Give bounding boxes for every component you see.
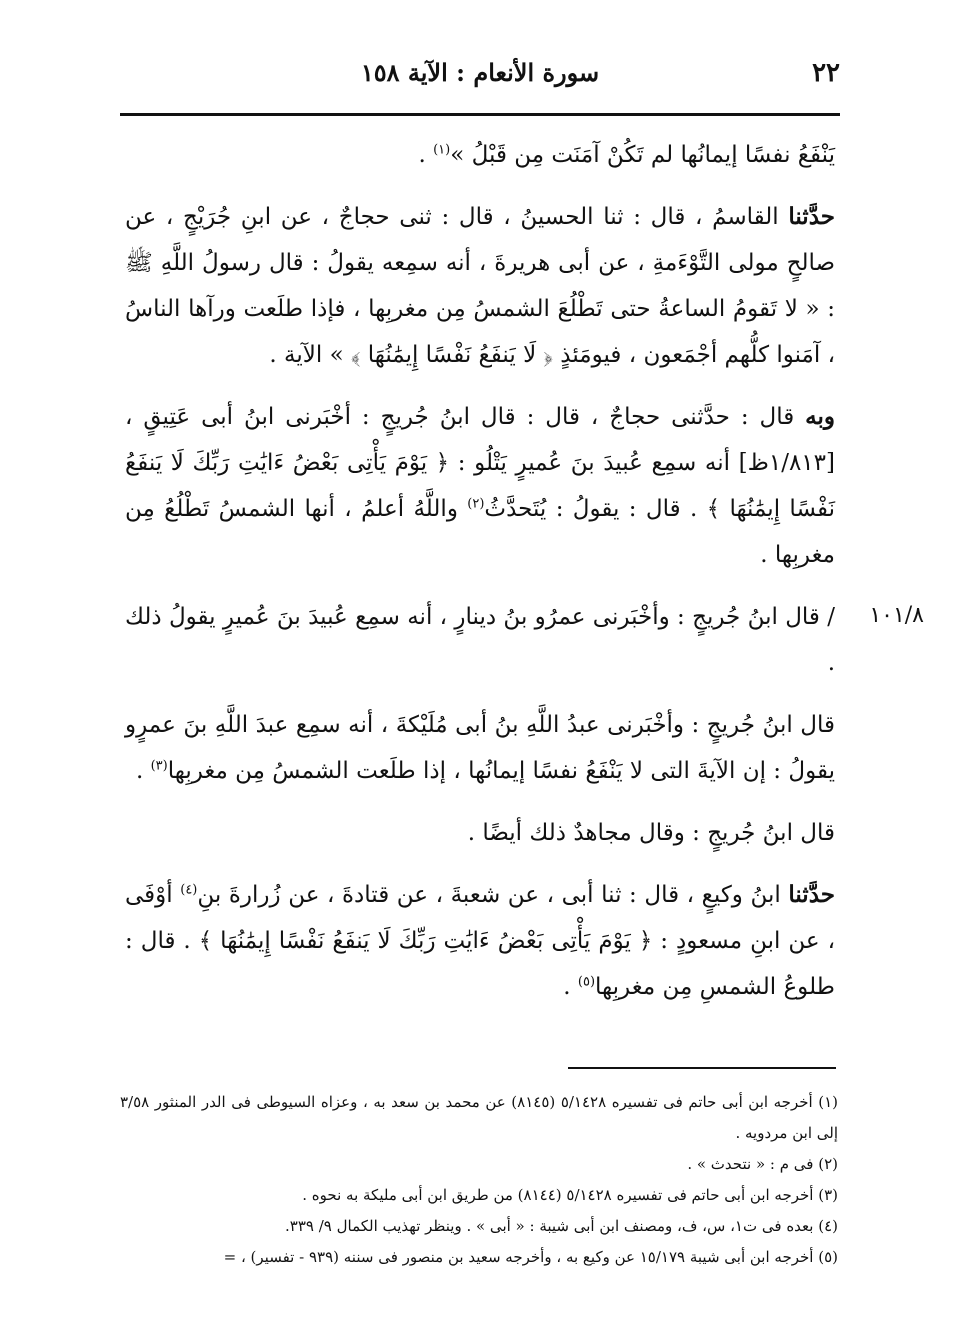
footnote: (٣) أخرجه ابن أبى حاتم فى تفسيره ٥/١٤٢٨ (٨١٤٤) من طريق ابن أبى مليكة به نحوه . xyxy=(302,1186,838,1204)
paragraph xyxy=(125,132,835,178)
paragraph-text: / قال ابنُ جُريجٍ : وأخْبَرنى عمرُو بنُ دينارٍ ، أنه سمِع عُبيدَ بنَ عُميرٍ يقولُ ذلك . xyxy=(125,604,835,676)
paragraph xyxy=(125,194,835,378)
paragraph xyxy=(125,810,835,856)
footnote-marker: (٢) xyxy=(467,496,485,512)
footnotes xyxy=(120,1087,838,1273)
footnote: (٢) فى م : « نتحدث » . xyxy=(687,1155,838,1173)
footnote-rule xyxy=(568,1067,836,1069)
page-header xyxy=(120,56,840,96)
paragraph-tail: أوْفَى ، عن ابنِ مسعودٍ : ﴿ يَوْمَ يَأْتِى بَعْضُ ءَايَٰتِ رَبِّكَ لَا يَنفَعُ نَفْسًا إِيمَٰنُهَا ﴾ . قال : طلوعُ الشمسِ مِن مغربِها xyxy=(125,882,835,1000)
paragraph-text: يَنْفَعُ نفسًا إيمانُها لم تَكُنْ آمَنَت مِن قَبْلُ » xyxy=(450,142,835,168)
paragraph-tail: . xyxy=(418,142,434,168)
isnad-lead: حدَّثنا xyxy=(788,203,835,230)
paragraph-text: قال : حدَّثنى حجاجٌ ، قال : قال ابنُ جُريجٍ : أخْبَرنى ابنُ أبى عَتِيقٍ ، [١/٨١٣ظ] أنه سمِع عُبيدَ بنَ عُميرٍ يَتْلُو : ﴿ يَوْمَ يَأْتِى بَعْضُ ءَايَٰتِ رَبِّكَ لَا يَنفَعُ نَفْسًا إِيمَٰنُهَا ﴾ . قال : يقولُ : يُتَحدَّثُ xyxy=(125,404,835,522)
paragraph xyxy=(125,394,835,578)
paragraph-text: قال ابنُ جُريجٍ : وأخْبَرنى عبدُ اللَّهِ بنُ أبى مُلَيْكةَ ، أنه سمِع عبدَ اللَّهِ بنَ عمرٍو يقولُ : إن الآيةَ التى لا يَنْفَعُ نفسًا إيمانُها ، إذا طلَعت الشمسُ مِن مغربِها xyxy=(125,712,835,784)
paragraph-text: قال ابنُ جُريجٍ : وقال مجاهدٌ ذلك أيضًا . xyxy=(467,820,835,846)
paragraph-tail: . xyxy=(135,758,151,784)
paragraph xyxy=(125,872,835,1010)
margin-note: ١٠١/٨ xyxy=(869,603,924,628)
paragraph-text: القاسمُ ، قال : ثنا الحسينُ ، قال : ثنى حجاجٌ ، عن ابنِ جُرَيْجٍ ، عن صالحٍ مولى التَّوْءَمةِ ، عن أبى هريرةَ ، أنه سمِعه يقولُ : قال رسولُ اللَّهِ ﷺ : « لا تَقومُ الساعةُ حتى تَطْلُعَ الشمسُ مِن مغربِها ، فإذا طلَعت ورآها الناسُ ، آمَنوا كلُّهم أجْمَعون ، فيومَئذٍ ﴿ لَا يَنفَعُ نَفْسًا إِيمَٰنُهَا ﴾ » الآية . xyxy=(125,204,835,368)
footnote: (١) أخرجه ابن أبى حاتم فى تفسيره ٥/١٤٢٨ (٨١٤٥) عن محمد بن سعد به ، وعزاه السيوطى فى الدر المنثور ٣/٥٨ إلى ابن مردويه . xyxy=(120,1093,838,1142)
header-rule xyxy=(120,113,840,116)
footnote-marker: (٥) xyxy=(577,974,596,990)
paragraph-tail: . xyxy=(563,974,578,1000)
paragraph xyxy=(125,594,835,686)
footnote-marker: (٤) xyxy=(180,882,198,898)
page-number: ٢٢ xyxy=(812,58,840,88)
footnote: (٤) بعده فى ت١، س، ف، ومصنف ابن أبى شيبة : « أبى » . وينظر تهذيب الكمال ٩/ ٣٣٩. xyxy=(284,1217,838,1235)
isnad-lead: وبه xyxy=(805,403,835,430)
footnote: (٥) أخرجه ابن أبى شيبة ١٥/١٧٩ عن وكيع به ، وأخرجه سعيد بن منصور فى سننه (٩٣٩ - تفسير) ، = xyxy=(223,1248,838,1266)
running-head: سورة الأنعام : الآية ١٥٨ xyxy=(360,58,600,87)
footnote-marker: (٣) xyxy=(150,758,168,774)
paragraph-text: ابنُ وكيعٍ ، قال : ثنا أبى ، عن شعبةَ ، عن قتادةَ ، عن زُرارةَ بنِ xyxy=(197,882,789,908)
paragraph-tail: واللَّهُ أعلمُ ، أنها الشمسُ تَطْلُعُ مِن مغربِها . xyxy=(125,496,835,568)
footnote-marker: (١) xyxy=(433,142,451,158)
main-text xyxy=(125,132,835,1026)
paragraph xyxy=(125,702,835,794)
isnad-lead: حدَّثنا xyxy=(788,881,835,908)
